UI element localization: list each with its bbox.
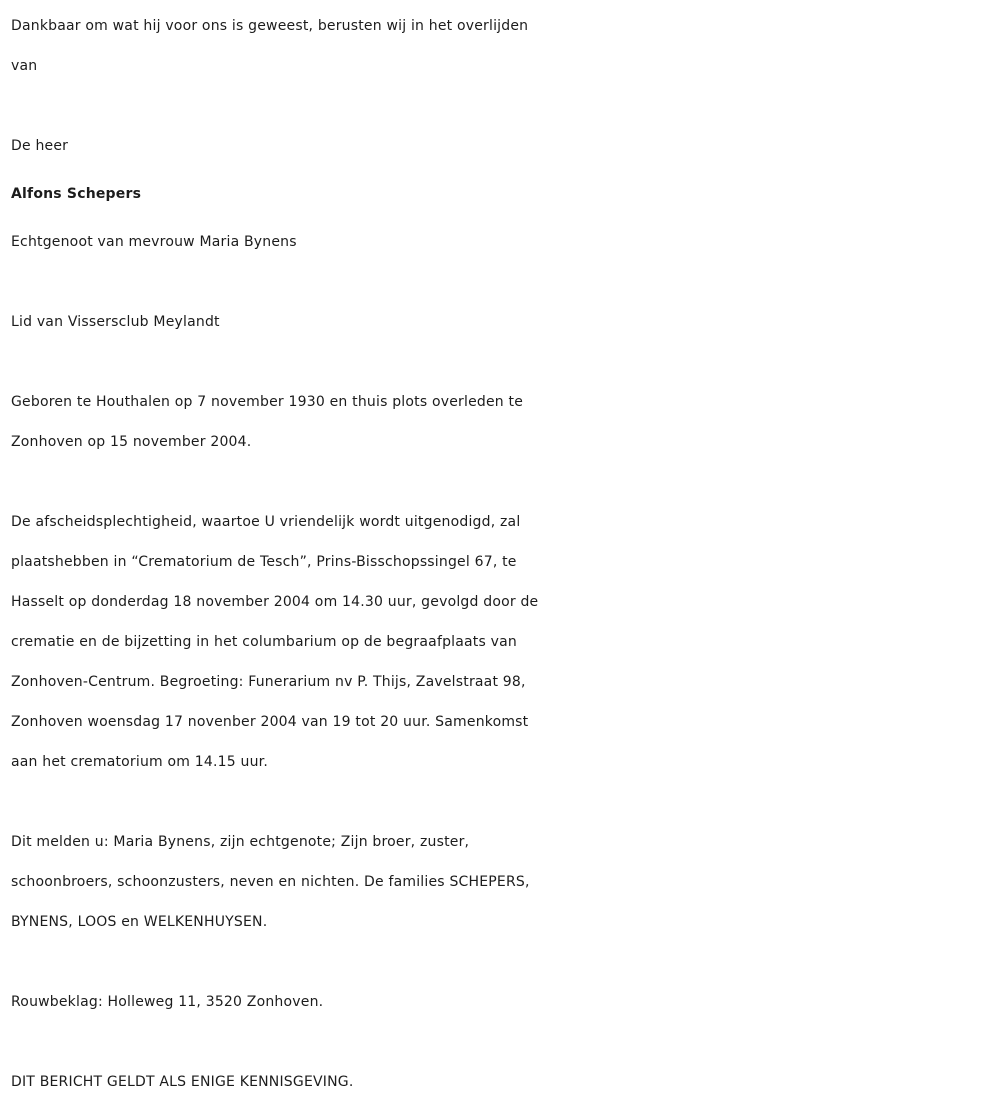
announcers-line: schoonbroers, schoonzusters, neven en nichten. De families SCHEPERS, [11, 874, 530, 890]
ceremony-line: crematie en de bijzetting in het columbarium op de begraafplaats van [11, 634, 517, 650]
announcers-line: Dit melden u: Maria Bynens, zijn echtgenote; Zijn broer, zuster, [11, 834, 470, 850]
ceremony-line: Zonhoven-Centrum. Begroeting: Funerarium nv P. Thijs, Zavelstraat 98, [11, 674, 526, 690]
birth-death-line: Zonhoven op 15 november 2004. [11, 434, 252, 450]
deceased-name: Alfons Schepers [11, 186, 142, 202]
birth-death-line: Geboren te Houthalen op 7 november 1930 en thuis plots overleden te [11, 394, 524, 410]
spacer [11, 214, 991, 222]
birth-death-paragraph [11, 382, 991, 462]
condolence-address: Rouwbeklag: Holleweg 11, 3520 Zonhoven. [11, 994, 324, 1010]
closing-statement: DIT BERICHT GELDT ALS ENIGE KENNISGEVING. [11, 1074, 354, 1090]
ceremony-line: aan het crematorium om 14.15 uur. [11, 754, 268, 770]
ceremony-line: De afscheidsplechtigheid, waartoe U vriendelijk wordt uitgenodigd, zal [11, 514, 521, 530]
spacer [11, 166, 991, 174]
announcers-paragraph [11, 822, 991, 942]
spacer [11, 86, 991, 126]
ceremony-line: Hasselt op donderdag 18 november 2004 om 14.30 uur, gevolgd door de [11, 594, 539, 610]
spouse-line: Echtgenoot van mevrouw Maria Bynens [11, 234, 297, 250]
announcers-line: BYNENS, LOOS en WELKENHUYSEN. [11, 914, 268, 930]
spacer [11, 782, 991, 822]
ceremony-paragraph [11, 502, 991, 782]
spacer [11, 462, 991, 502]
spacer [11, 1022, 991, 1062]
intro-line: van [11, 58, 38, 74]
intro-line: Dankbaar om wat hij voor ons is geweest, berusten wij in het overlijden [11, 18, 529, 34]
ceremony-line: Zonhoven woensdag 17 novenber 2004 van 19 tot 20 uur. Samenkomst [11, 714, 529, 730]
spacer [11, 942, 991, 982]
ceremony-line: plaatshebben in “Crematorium de Tesch”, Prins-Bisschopssingel 67, te [11, 554, 517, 570]
honorific: De heer [11, 138, 69, 154]
spacer [11, 342, 991, 382]
death-notice [11, 6, 991, 1102]
spacer [11, 262, 991, 302]
intro-paragraph [11, 6, 991, 86]
membership-line: Lid van Vissersclub Meylandt [11, 314, 220, 330]
